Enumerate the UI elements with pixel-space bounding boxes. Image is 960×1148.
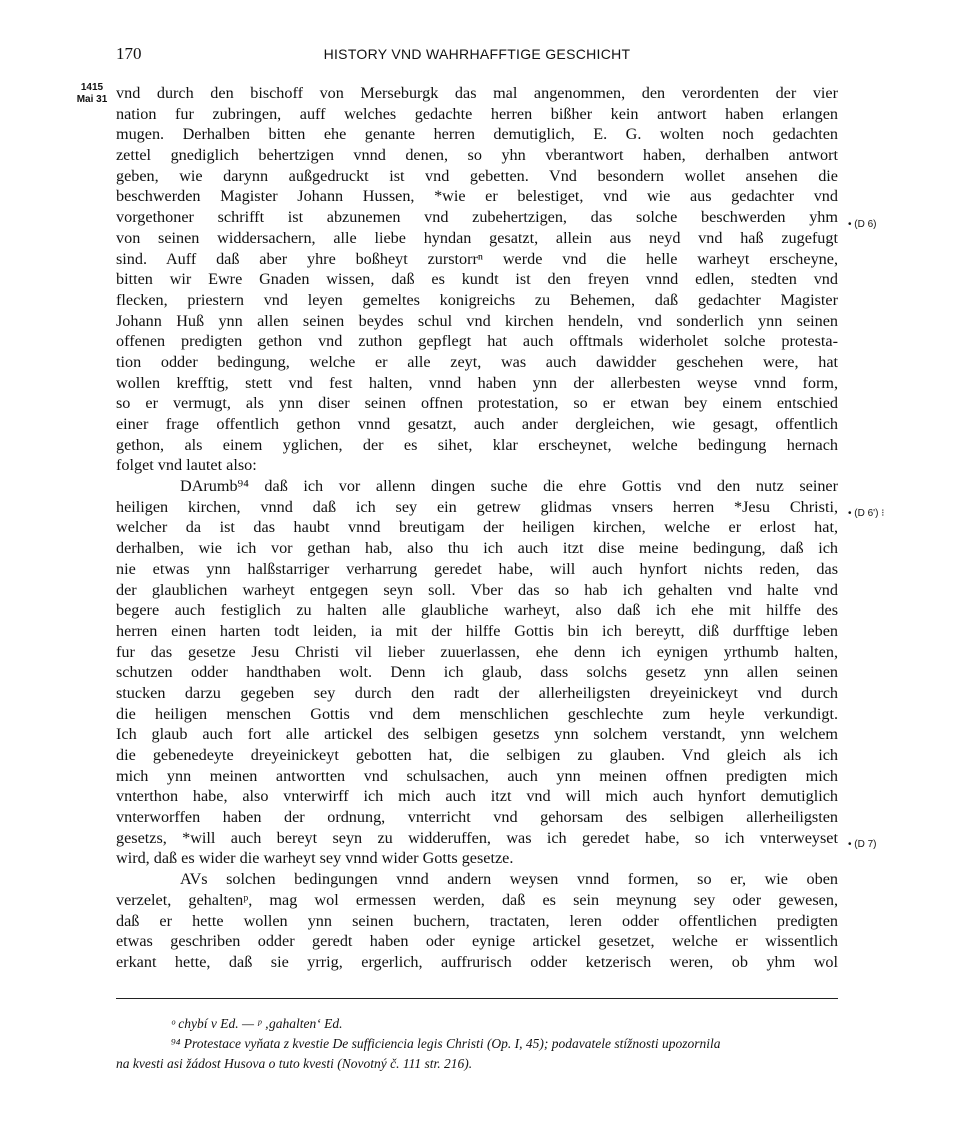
text-line: gesetzs, *will auch bereyt seyn zu widderuffen, was ich geredet habe, so ich vnterweyset [116,828,838,847]
text-line: fur das gesetze Jesu Christi vil lieber zuuerlassen, ehe denn ich eynigen yrthumb halten, [116,642,838,661]
text-line: sind. Auff daß aber yhre boßheyt zurstorrⁿ werde vnd die helle warheyt erscheyne, [116,249,838,268]
text-line: tion odder bedingung, welche er alle zeyt, was auch dawidder geschehen were, hat [116,352,838,371]
text-line: stucken darzu gegeben sey durch den radt der allerheiligsten dreyeinickeyt vnd durch [116,683,838,702]
footnote-line: ᵒ chybí v Ed. — ᵖ ‚gahalten‘ Ed. [171,1016,343,1031]
text-line: nie etwas ynn halßstarriger verharrung geredet habe, will auch hynfort nichts reden, das [116,559,838,578]
text-line: vnd durch den bischoff von Merseburgk das mal angenommen, den verordenten der vier [116,84,838,102]
text-line: erkant hette, daß sie yrrig, ergerlich, auffrurisch odder ketzerisch weren, ob yhm wol [116,952,838,971]
text-line: daß er hette wollen ynn seinen buchern, tractaten, leren odder offentlichen predigten [116,911,838,930]
text-line: mugen. Derhalben bitten ehe genante herren demutiglich, E. G. wolten noch gedachten [116,125,838,144]
margin-date [70,82,114,106]
margin-marker-d6: • (D 6) [848,219,877,230]
text-line: Ich glaub auch fort alle artickel des selbigen gesetzs ynn solchem verstandt, ynn welchem [116,725,838,744]
text-line: geben, wie darynn außgedruckt ist vnd gebetten. Vnd besondern wollet ansehen die [116,166,838,185]
text-line: AVs solchen bedingungen vnnd andern weysen vnnd formen, so er, wie oben [180,870,838,889]
text-line: so er vermugt, als ynn diser seinen offnen protestation, so er etwan bey einem entschied [116,394,838,413]
footnote-line: ⁹⁴ Protestace vyňata z kvestie De sufficiencia legis Christi (Op. I, 45); podavatele stížnosti upozornila [171,1036,721,1051]
text-line: Johann Huß ynn allen seinen beydes schul vnd kirchen hendeln, vnd sonderlich ynn seinen [116,311,838,330]
text-line: heiligen kirchen, vnnd daß ich sey ein getrew glidmas vnsers herren *Jesu Christi, [116,497,838,516]
running-title: HISTORY VND WAHRHAFFTIGE GESCHICHT [323,46,631,62]
margin-date-day: Mai 31 [76,94,108,105]
margin-marker-d6-prime: • (D 6') ⁝ [848,508,885,519]
page-number: 170 [116,44,142,63]
body-text [116,83,838,973]
text-line: flecken, priestern vnd leyen gemeltes konigreichs zu Behemen, daß gedachter Magister [116,290,838,309]
text-line: schutzen odder handthaben wolt. Denn ich glaub, dass solchs gesetz ynn allen seinen [116,663,838,682]
text-line: vnterthon habe, also vnterwirff ich mich auch itzt vnd will mich auch hynfort demutiglich [116,787,838,806]
text-line: die gebenedeyte dreyeinickeyt gebotten hat, die selbigen zu glauben. Vnd gleich als ich [116,746,838,764]
text-line: begere auch festiglich zu halten alle glaubliche warheyt, also daß ich ehe mit hilffe des [116,601,838,620]
text-line: etwas geschriben odder geredt haben oder eynige artickel gesetzet, welche er wissentlich [116,932,838,951]
text-line: offenen predigten gethon vnd zuthon gepflegt hat auch offtmals widerholet solche protesta- [116,332,838,351]
text-line: herren einen harten todt leiden, ia mit der hilffe Gottis bin ich bereytt, diß durfftige leben [116,621,838,640]
text-line: vnterworffen haben der ordnung, vnterricht vnd gehorsam des selbigen allerheiligsten [116,808,838,827]
text-line: verzelet, gehaltenᵖ, mag wol ermessen werden, daß es sein meynung sey oder gewesen, [116,890,838,909]
footnote-line: na kvesti asi žádost Husova o tuto kvesti (Novotný č. 111 str. 216). [116,1056,473,1071]
text-line: wird, daß es wider die warheyt sey vnnd wider Gotts gesetze. [116,849,514,868]
text-line: nation fur zubringen, auff welches gedachte herren bißher kein antwort haben erlangen [116,104,838,123]
text-line: vorgethoner schrifft ist abzunemen vnd zubehertzigen, das solche beschwerden yhm [116,208,838,227]
text-line: bitten wir Ewre Gnaden wissen, daß es kundt ist den freyen vnnd edlen, stedten vnd [116,270,838,289]
footnote-divider [116,998,838,999]
margin-date-year: 1415 [80,82,104,93]
text-line: derhalben, wie ich vor gethan hab, also thu ich auch itzt dise meine bedingung, daß ich [116,539,838,558]
text-line: DArumb⁹⁴ daß ich vor allenn dingen suche die ehre Gottis vnd den nutz seiner [180,477,838,496]
text-line: gethon, als einem yglichen, der es sihet, klar erscheynet, welche bedingung hernach [116,435,838,454]
text-line: beschwerden Magister Johann Hussen, *wie er belestiget, vnd wie aus gedachter vnd [116,187,838,206]
text-line: welcher da ist das haubt vnnd breutigam der heiligen kirchen, welche er erlost hat, [116,518,838,537]
text-line: von seinen widdersachern, alle liebe hyndan gesatzt, allein aus neyd vnd haß zugefugt [116,228,838,247]
page-header [116,44,838,68]
text-line: einer frage offentlich gethon vnnd gesatzt, auch ander dergleichen, wie gesagt, offentlich [116,415,838,433]
footnotes [116,1014,838,1074]
text-line: zettel gnediglich behertzigen vnnd denen, so yhn vberantwort haben, derhalben antwort [116,146,838,165]
text-line: mich ynn meinen antwortten vnd schulsachen, auch ynn meinen offnen predigten mich [116,766,838,785]
text-line: wollen krefftig, stett vnd fest halten, vnnd haben ynn der allerbesten weyse vnnd form, [116,373,838,392]
text-line: der glaublichen warheyt entgegen seyn soll. Vber das so hab ich gehalten vnd halte vnd [116,580,838,599]
text-line: folget vnd lautet also: [116,456,257,475]
margin-marker-d7: • (D 7) [848,839,877,850]
text-line: die heiligen menschen Gottis vnd dem menschlichen geschlechte zum heyle verkundigt. [116,704,838,723]
